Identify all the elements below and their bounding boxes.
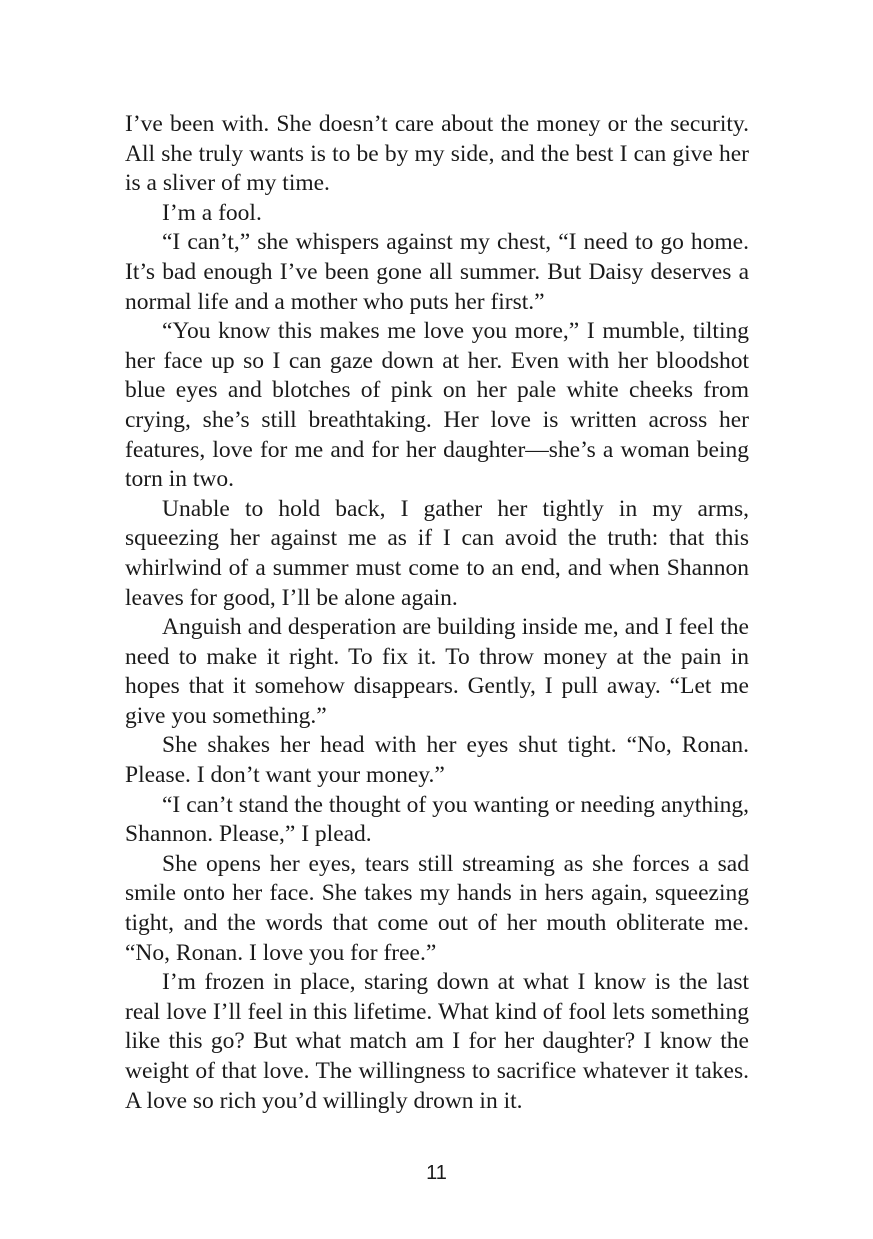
body-text	[125, 110, 749, 1116]
paragraph: “You know this makes me love you more,” I mumble, tilting her face up so I can gaze down at her. Even with her bloodshot blue eyes and blotches of pink on her pale white cheeks from crying, she’s still breathtaking. Her love is written across her features, love for me and for her daughter—she’s a woman being torn in two.	[125, 318, 749, 493]
paragraph: I’m frozen in place, staring down at what I know is the last real love I’ll feel in this lifetime. What kind of fool lets something like this go? But what match am I for her daughter? I know the weight of that love. The willingness to sacrifice whatever it takes. A love so rich you’d willingly drown in it.	[125, 969, 749, 1114]
paragraph: Unable to hold back, I gather her tightly in my arms, squeezing her against me as if I can avoid the truth: that this whirlwind of a summer must come to an end, and when Shannon leaves for good, I’ll be alone again.	[125, 495, 749, 611]
paragraph: She opens her eyes, tears still streaming as she forces a sad smile onto her face. She takes my hands in hers again, squeezing tight, and the words that come out of her mouth obliterate me. “No, Ronan. I love you for free.”	[125, 850, 749, 966]
paragraph: I’m a fool.	[162, 199, 262, 226]
page-number: 11	[426, 1162, 447, 1184]
paragraph-continued: I’ve been with. She doesn’t care about the money or the security. All she truly wants is to be by my side, and the best I can give her is a sliver of my time.	[125, 111, 749, 197]
paragraph: “I can’t,” she whispers against my chest, “I need to go home. It’s bad enough I’ve been gone all summer. But Daisy deserves a normal life and a mother who puts her first.”	[125, 229, 749, 315]
paragraph: Anguish and desperation are building inside me, and I feel the need to make it right. To fix it. To throw money at the pain in hopes that it somehow disappears. Gently, I pull away. “Let me give you something.”	[125, 614, 749, 729]
paragraph: She shakes her head with her eyes shut tight. “No, Ronan. Please. I don’t want your money.”	[125, 732, 749, 789]
paragraph: “I can’t stand the thought of you wanting or needing anything, Shannon. Please,” I plead.	[125, 791, 749, 848]
